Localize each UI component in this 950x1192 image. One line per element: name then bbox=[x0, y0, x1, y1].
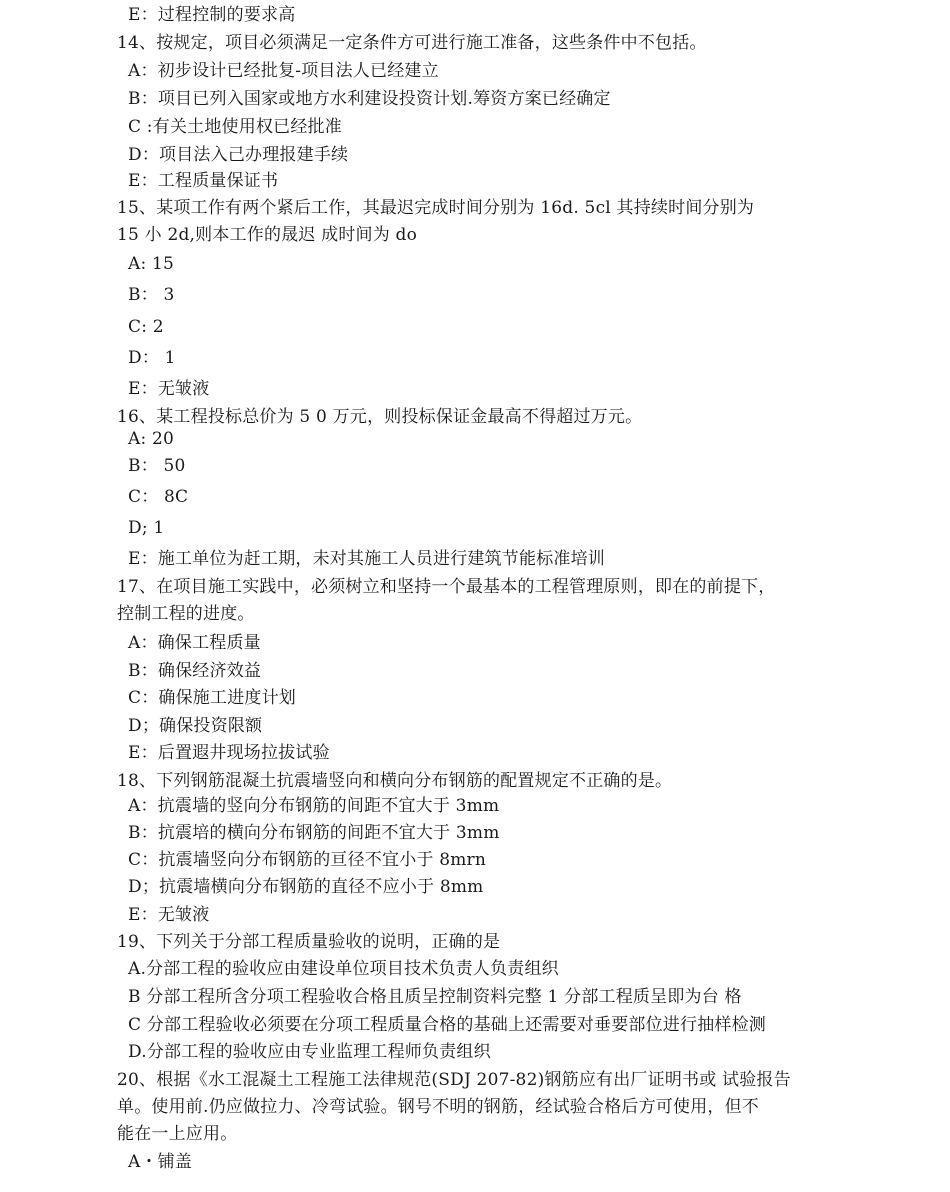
option-d-q15: D： 1 bbox=[128, 348, 176, 368]
question-16: 16、某工程投标总价为 5 0 万元，则投标保证金最高不得超过万元。 bbox=[117, 407, 643, 427]
option-d-q17: D；确保投资限额 bbox=[128, 716, 263, 736]
option-a-q20: A・铺盖 bbox=[128, 1152, 193, 1172]
option-e-q13: E：过程控制的要求高 bbox=[128, 5, 296, 25]
option-e-q14: E：工程质量保证书 bbox=[128, 171, 279, 191]
question-20: 20、根据《水工混凝土工程施工法律规范(SDJ 207-82)钢筋应有出厂证明书或 试验报告 bbox=[117, 1070, 791, 1090]
question-20-cont-1: 单。使用前.仍应做拉力、冷弯试验。钢号不明的钢筋，经试验合格后方可使用，但不 bbox=[117, 1097, 760, 1117]
question-17: 17、在项目施工实践中，必须树立和坚持一个最基本的工程管理原则，即在的前提下， bbox=[117, 577, 776, 597]
option-c-q19: C 分部工程验收必须要在分项工程质量合格的基础上还需要对垂要部位进行抽样检测 bbox=[128, 1015, 767, 1035]
option-c-q14: C :有关土地使用权已经批准 bbox=[128, 117, 342, 137]
option-e-q15: E：无皱液 bbox=[128, 379, 210, 399]
option-a-q19: A.分部工程的验收应由建设单位项目技术负责人负责组织 bbox=[128, 959, 559, 979]
question-20-cont-2: 能在一上应用。 bbox=[117, 1124, 238, 1144]
option-c-q15: C: 2 bbox=[128, 317, 164, 337]
option-b-q18: B：抗震培的横向分布钢筋的间距不宜大于 3mm bbox=[128, 823, 500, 843]
question-14: 14、按规定，项目必须满足一定条件方可进行施工准备，这些条件中不包括。 bbox=[117, 33, 707, 53]
option-e-q16: E：施工单位为赶工期，未对其施工人员进行建筑节能标准培训 bbox=[128, 549, 606, 569]
option-b-q15: B： 3 bbox=[128, 285, 175, 305]
option-a-q16: A: 20 bbox=[128, 429, 175, 449]
option-c-q18: C：抗震墙竖向分布钢筋的亘径不宜小于 8mrn bbox=[128, 850, 487, 870]
option-b-q19: B 分部工程所含分项工程验收合格且质呈控制资料完整 1 分部工程质呈即为台 格 bbox=[128, 987, 742, 1007]
option-a-q18: A：抗震墙的竖向分布钢筋的间距不宜大于 3mm bbox=[128, 796, 500, 816]
question-18: 18、下列钢筋混凝土抗震墙竖向和横向分布钢筋的配置规定不正确的是。 bbox=[117, 771, 673, 791]
option-d-q18: D；抗震墙横向分布钢筋的直径不应小于 8mm bbox=[128, 877, 484, 897]
question-17-cont: 控制工程的进度。 bbox=[117, 604, 255, 624]
option-d-q14: D：项目法入己办理报建手续 bbox=[128, 145, 349, 165]
option-e-q18: E：无皱液 bbox=[128, 905, 210, 925]
question-15-cont: 15 小 2d,则本工作的晟迟 成时间为 do bbox=[117, 225, 418, 245]
option-b-q17: B：确保经济效益 bbox=[128, 661, 262, 681]
option-a-q15: A: 15 bbox=[128, 254, 175, 274]
option-e-q17: E：后置遐井现场拉拔试验 bbox=[128, 743, 330, 763]
question-19: 19、下列关于分部工程质量验收的说明，正确的是 bbox=[117, 932, 501, 952]
option-b-q16: B： 50 bbox=[128, 456, 186, 476]
option-d-q19: D.分部工程的验收应由专业监理工程师负责组织 bbox=[128, 1042, 491, 1062]
option-c-q17: C：确保施工进度计划 bbox=[128, 688, 297, 708]
option-b-q14: B：项目已列入国家或地方水利建设投资计划.筹资方案已经确定 bbox=[128, 89, 611, 109]
option-a-q17: A：确保工程质量 bbox=[128, 633, 261, 653]
question-15: 15、某项工作有两个紧后工作，其最迟完成时间分别为 16d. 5cl 其持续时间分别为 bbox=[117, 198, 755, 218]
option-c-q16: C： 8C bbox=[128, 487, 189, 507]
option-d-q16: D; 1 bbox=[128, 518, 165, 538]
option-a-q14: A：初步设计已经批复-项目法人已经建立 bbox=[128, 61, 439, 81]
